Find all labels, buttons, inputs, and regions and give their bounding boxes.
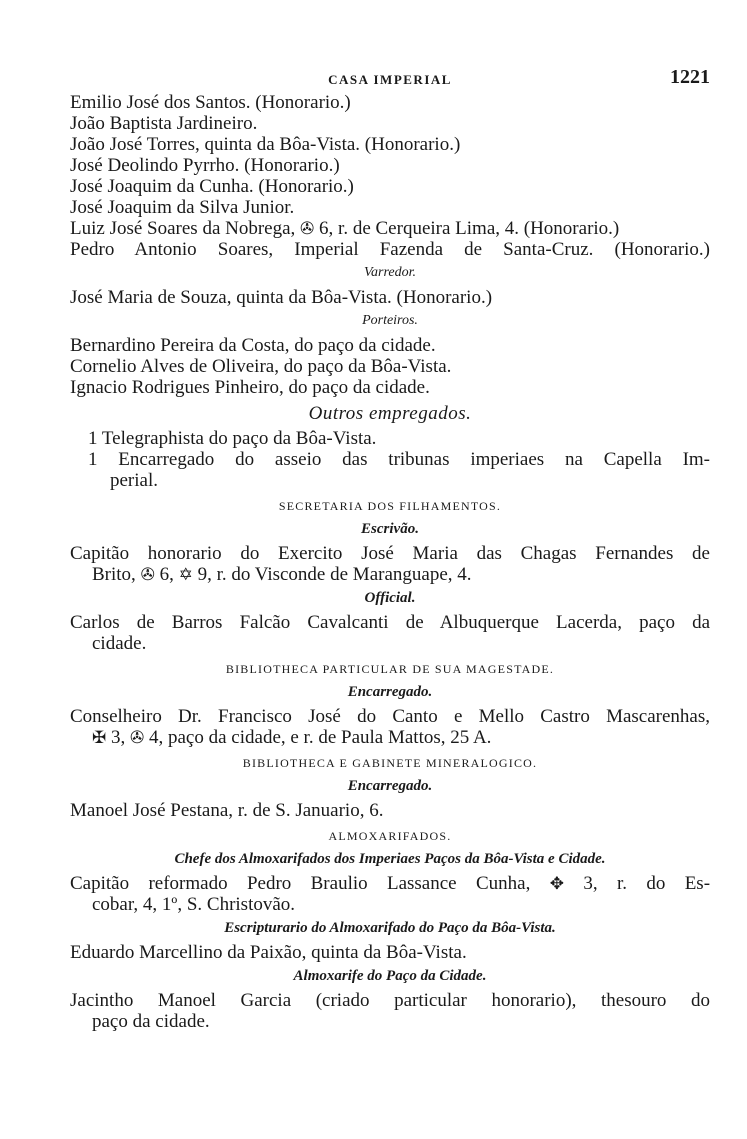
entry-text: 6, r. de Cerqueira Lima, 4. (Honorario.) [319,218,620,239]
entry-line: Carlos de Barros Falcão Cavalcanti de Albuquerque Lacerda, paço da [70,612,710,633]
section-almoxarifados: ALMOXARIFADOS. [328,829,452,843]
entry-text: Brito, [92,564,136,585]
entry-line: Conselheiro Dr. Francisco José do Canto e Mello Castro Mascarenhas, [70,706,710,727]
entry-line: perial. [110,470,159,491]
entry-line: José Joaquim da Cunha. (Honorario.) [70,176,354,197]
subheading-escripturario: Escripturario do Almoxarifado do Paço da Bôa-Vista. [224,920,556,936]
running-head [70,66,710,92]
section-gabinete-mineralogico: BIBLIOTHECA E GABINETE MINERALOGICO. [242,756,538,770]
entry-text: 3, [111,727,126,748]
entry-line: cidade. [92,633,147,654]
page-number: 1221 [670,66,710,88]
entry-line: Emilio José dos Santos. (Honorario.) [70,92,351,113]
entry-line: 1 Encarregado do asseio das tribunas imperiaes na Capella Im- [88,449,710,470]
entry-line: José Maria de Souza, quinta da Bôa-Vista. (Honorario.) [70,287,493,308]
subheading-encarregado: Encarregado. [347,778,433,794]
entry-line: 1 Telegraphista do paço da Bôa-Vista. [88,428,377,449]
order-rose-icon: ✇ [140,565,155,584]
entry-line: José Joaquim da Silva Junior. [70,197,295,218]
entry-line: José Deolindo Pyrrho. (Honorario.) [70,155,340,176]
subheading-escrivao: Escrivão. [361,521,419,537]
order-star-icon: ✡ [178,565,193,584]
section-bibliotheca-particular: BIBLIOTHECA PARTICULAR DE SUA MAGESTADE. [225,662,555,676]
entry-line: Jacintho Manoel Garcia (criado particular honorario), thesouro do [70,990,710,1011]
entry-line: paço da cidade. [92,1011,210,1032]
running-title: CASA IMPERIAL [328,72,452,87]
entry-text: 6, [159,564,174,585]
subheading-chefe: Chefe dos Almoxarifados dos Imperiaes Paços da Bôa-Vista e Cidade. [174,851,606,867]
subheading-encarregado: Encarregado. [347,684,433,700]
entry-line: Manoel José Pestana, r. de S. Januario, 6. [70,800,384,821]
order-christ-icon: ✥ [549,874,564,893]
order-rose-icon: ✇ [300,219,315,238]
subheading-porteiros: Porteiros. [362,313,418,328]
entry-line: Cornelio Alves de Oliveira, do paço da Bôa-Vista. [70,356,452,377]
entry-line: Eduardo Marcellino da Paixão, quinta da Bôa-Vista. [70,942,467,963]
entry-line: Bernardino Pereira da Costa, do paço da cidade. [70,335,436,356]
order-cross-icon: ✠ [92,728,107,747]
entry-line: João Baptista Jardineiro. [70,113,258,134]
entry-line [70,218,710,239]
entry-line: cobar, 4, 1º, S. Christovão. [92,894,296,915]
entry-text: 9, r. do Visconde de Maranguape, 4. [197,564,472,585]
entry-line: Pedro Antonio Soares, Imperial Fazenda de Santa-Cruz. (Honorario.) [70,239,710,260]
section-secretaria: SECRETARIA DOS FILHAMENTOS. [278,499,502,513]
order-rose-icon: ✇ [130,728,145,747]
entry-line: Capitão honorario do Exercito José Maria das Chagas Fernandes de [70,543,710,564]
entry-line: João José Torres, quinta da Bôa-Vista. (Honorario.) [70,134,461,155]
subheading-almoxarife: Almoxarife do Paço da Cidade. [293,968,487,984]
entry-line [70,727,710,748]
entry-line [70,873,710,894]
entry-text: 4, paço da cidade, e r. de Paula Mattos, 25 A. [149,727,492,748]
document-page [70,66,710,1032]
subheading-official: Official. [364,590,416,606]
entry-line: Ignacio Rodrigues Pinheiro, do paço da cidade. [70,377,430,398]
subheading-varredor: Varredor. [364,265,416,280]
entry-line [70,564,710,585]
subheading-outros-empregados: Outros empregados. [308,403,472,424]
entry-text: Capitão reformado Pedro Braulio Lassance Cunha, [70,873,531,894]
entry-text: 3, r. do Es- [583,873,711,894]
entry-text: Luiz José Soares da Nobrega, [70,218,296,239]
